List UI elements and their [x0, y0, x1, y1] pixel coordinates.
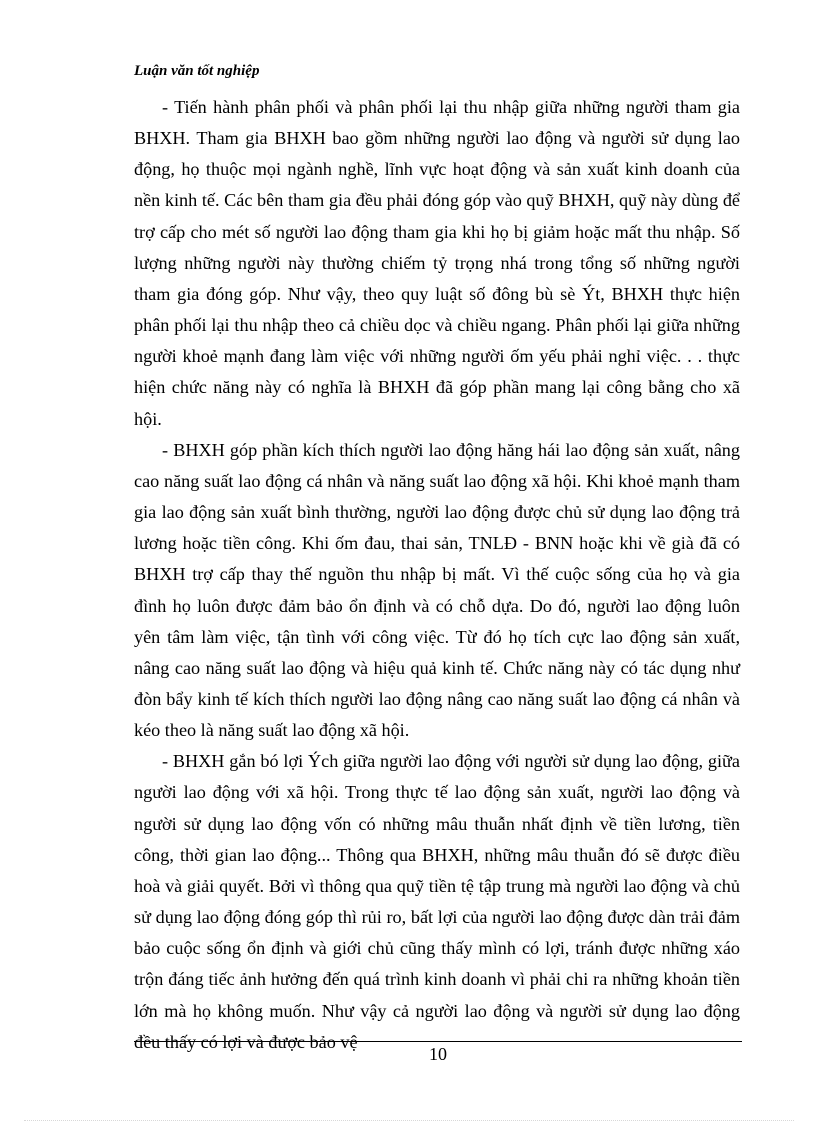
page-number: 10	[429, 1044, 447, 1064]
body-text	[134, 92, 740, 1058]
running-header: Luận văn tốt nghiệp	[134, 63, 260, 79]
paragraph-shared-interests: - BHXH gắn bó lợi Ých giữa người lao động với người sử dụng lao động, giữa người lao động với xã hội. Trong thực tế lao động sản xuất, người lao động và người sử dụng lao động vốn có những mâu thuẫn nhất định về tiền lương, tiền công, thời gian lao động... Thông qua BHXH, những mâu thuẫn đó sẽ được điều hoà và giải quyết. Bởi vì thông qua quỹ tiền tệ tập trung mà người lao động và chủ sử dụng lao động đóng góp thì rủi ro, bất lợi của người lao động được dàn trải đảm bảo cuộc sống ổn định và giới chủ cũng thấy mình có lợi, tránh được những xáo trộn đáng tiếc ảnh hưởng đến quá trình kinh doanh vì phải chi ra những khoản tiền lớn mà họ không muốn. Như vậy cả người lao động và người sử dụng lao động đều thấy có lợi và được bảo vệ	[134, 751, 740, 1052]
footer-divider	[134, 1041, 742, 1042]
page-bottom-edge	[24, 1120, 794, 1121]
paragraph-income-redistribution: - Tiến hành phân phối và phân phối lại thu nhập giữa những người tham gia BHXH. Tham gia BHXH bao gồm những người lao động và người sử dụng lao động, họ thuộc mọi ngành nghề, lĩnh vực hoạt động và sản xuất kinh doanh của nền kinh tế. Các bên tham gia đều phải đóng góp vào quỹ BHXH, quỹ này dùng để trợ cấp cho mét số người lao động tham gia khi họ bị giảm hoặc mất thu nhập. Số lượng những người này thường chiếm tỷ trọng nhá trong tổng số những người tham gia đóng góp. Như vậy, theo quy luật số đông bù sè Ýt, BHXH thực hiện phân phối lại thu nhập theo cả chiều dọc và chiều ngang. Phân phối lại giữa những người khoẻ mạnh đang làm việc với những người ốm yếu phải nghỉ việc. . . thực hiện chức năng này có nghĩa là BHXH đã góp phần mang lại công bằng cho xã hội.	[134, 97, 740, 429]
paragraph-labor-productivity: - BHXH góp phần kích thích người lao động hăng hái lao động sản xuất, nâng cao năng suất lao động cá nhân và năng suất lao động xã hội. Khi khoẻ mạnh tham gia lao động sản xuất bình thường, người lao động được chủ sử dụng lao động trả lương hoặc tiền công. Khi ốm đau, thai sản, TNLĐ - BNN hoặc khi về già đã có BHXH trợ cấp thay thế nguồn thu nhập bị mất. Vì thế cuộc sống của họ và gia đình họ luôn được đảm bảo ổn định và có chỗ dựa. Do đó, người lao động luôn yên tâm làm việc, tận tình với công việc. Từ đó họ tích cực lao động sản xuất, nâng cao năng suất lao động và hiệu quả kinh tế. Chức năng này có tác dụng như đòn bẩy kinh tế kích thích người lao động nâng cao năng suất lao động cá nhân và kéo theo là năng suất lao động xã hội.	[134, 439, 740, 741]
